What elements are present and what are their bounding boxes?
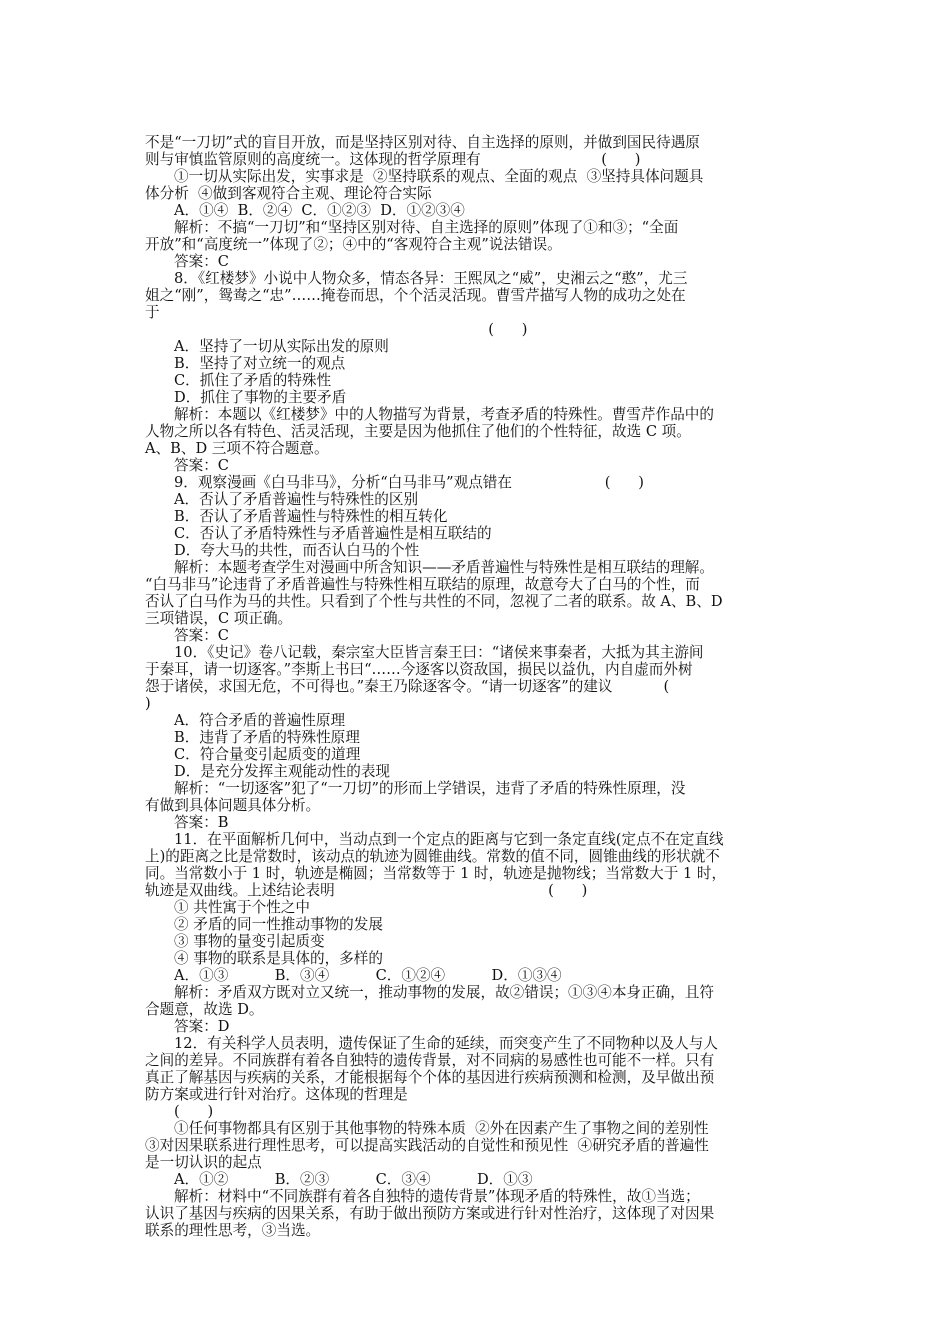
text-line: ② 矛盾的同一性推动事物的发展	[174, 916, 383, 933]
text-line: A．坚持了一切从实际出发的原则	[174, 338, 389, 355]
text-line: 不是“一刀切”式的盲目开放，而是坚持区别对待、自主选择的原则，并做到国民待遇原	[145, 134, 700, 151]
text-line: 三项错误，C 项正确。	[145, 610, 293, 627]
document-page	[145, 134, 810, 1239]
text-line: 体分析 ④做到客观符合主观、理论符合实际	[145, 185, 432, 202]
text-line: 人物之所以各有特色、活灵活现，主要是因为他抓住了他们的个性特征，故选 C 项。	[145, 423, 691, 440]
text-line: 联系的理性思考，③当选。	[145, 1222, 321, 1239]
text-line: 真正了解基因与疾病的关系，才能根据每个个体的基因进行疾病预测和检测，及早做出预	[145, 1069, 715, 1086]
text-line: 答案：C	[174, 627, 229, 644]
text-line: ①任何事物都具有区别于其他事物的特殊本质 ②外在因素产生了事物之间的差别性	[174, 1120, 709, 1137]
text-line: C．符合量变引起质变的道理	[174, 746, 361, 763]
text-line: C．否认了矛盾特殊性与矛盾普遍性是相互联结的	[174, 525, 492, 542]
text-line: 防方案或进行针对治疗。这体现的哲理是	[145, 1086, 408, 1103]
text-line: 答案：C	[174, 457, 229, 474]
text-line: A．否认了矛盾普遍性与特殊性的区别	[174, 491, 419, 508]
text-line: 答案：B	[174, 814, 229, 831]
text-line: “白马非马”论违背了矛盾普遍性与特殊性相互联结的原理，故意夸大了白马的个性，而	[145, 576, 700, 593]
text-line: 认识了基因与疾病的因果关系，有助于做出预防方案或进行针对性治疗，这体现了对因果	[145, 1205, 715, 1222]
text-line: 解析：不搞“一刀切”和“坚持区别对待、自主选择的原则”体现了①和③；“全面	[174, 219, 679, 236]
text-line: 9．观察漫画《白马非马》，分析“白马非马”观点错在 ( )	[174, 474, 644, 491]
text-line: 10．《史记》卷八记载，秦宗室大臣皆言秦王曰：“诸侯来事秦者，大抵为其主游间	[174, 644, 704, 661]
text-line: A．①④ B．②④ C．①②③ D．①②③④	[174, 202, 465, 219]
text-line: A．①③ B．③④ C．①②④ D．①③④	[174, 967, 562, 984]
text-line: 怨于诸侯，求国无危，不可得也。”秦王乃除逐客令。“请一切逐客”的建议 (	[145, 678, 670, 695]
text-line: ( )	[174, 1103, 214, 1120]
text-line: 8．《红楼梦》小说中人物众多，情态各异：王熙凤之“威”，史湘云之“憨”，尤三	[174, 270, 688, 287]
text-line: 是一切认识的起点	[145, 1154, 262, 1171]
text-line: 否认了白马作为马的共性。只看到了个性与共性的不同，忽视了二者的联系。故 A、B、D	[145, 593, 723, 610]
text-line: 解析：矛盾双方既对立又统一，推动事物的发展，故②错误；①③④本身正确，且符	[174, 984, 714, 1001]
text-line: A、B、D 三项不符合题意。	[145, 440, 329, 457]
text-line: 解析：本题以《红楼梦》中的人物描写为背景，考查矛盾的特殊性。曹雪芹作品中的	[174, 406, 714, 423]
text-line: B．违背了矛盾的特殊性原理	[174, 729, 360, 746]
text-line: 合题意，故选 D。	[145, 1001, 264, 1018]
text-line: 上)的距离之比是常数时，该动点的轨迹为圆锥曲线。常数的值不同，圆锥曲线的形状就不	[145, 848, 720, 865]
text-line: 同。当常数小于 1 时，轨迹是椭圆；当常数等于 1 时，轨迹是抛物线；当常数大于 1 时，	[145, 865, 727, 882]
text-line: D．抓住了事物的主要矛盾	[174, 389, 347, 406]
text-line: 轨迹是双曲线。上述结论表明 ( )	[145, 882, 588, 899]
text-line: B．否认了矛盾普遍性与特殊性的相互转化	[174, 508, 448, 525]
text-line: ④ 事物的联系是具体的，多样的	[174, 950, 383, 967]
text-line: 于秦耳，请一切逐客。”李斯上书曰“……今逐客以资敌国，损民以益仇，内自虚而外树	[145, 661, 693, 678]
text-line: C．抓住了矛盾的特殊性	[174, 372, 332, 389]
text-line: D．是充分发挥主观能动性的表现	[174, 763, 391, 780]
text-line: D．夸大马的共性，而否认白马的个性	[174, 542, 420, 559]
text-line: 12．有关科学人员表明，遗传保证了生命的延续，而突变产生了不同物种以及人与人	[174, 1035, 718, 1052]
text-line: ③ 事物的量变引起质变	[174, 933, 325, 950]
text-line: 11．在平面解析几何中，当动点到一个定点的距离与它到一条定直线(定点不在定直线	[174, 831, 724, 848]
text-line: 解析：材料中“不同族群有着各自独特的遗传背景”体现矛盾的特殊性，故①当选；	[174, 1188, 700, 1205]
text-line: 开放”和“高度统一”体现了②；④中的“客观符合主观”说法错误。	[145, 236, 562, 253]
text-line: )	[145, 695, 151, 712]
text-line: 解析：“一切逐客”犯了“一刀切”的形而上学错误，违背了矛盾的特殊性原理，没	[174, 780, 686, 797]
text-line: A．符合矛盾的普遍性原理	[174, 712, 346, 729]
text-line: 姐之“刚”，鸳鸯之“忠”……掩卷而思，个个活灵活现。曹雪芹描写人物的成功之处在	[145, 287, 686, 304]
text-line: ( )	[145, 321, 528, 338]
text-line: 于	[145, 304, 160, 321]
text-line: B．坚持了对立统一的观点	[174, 355, 346, 372]
text-line: ① 共性寓于个性之中	[174, 899, 310, 916]
text-line: ③对因果联系进行理性思考，可以提高实践活动的自觉性和预见性 ④研究矛盾的普遍性	[145, 1137, 709, 1154]
text-line: 有做到具体问题具体分析。	[145, 797, 321, 814]
text-line: 之间的差异。不同族群有着各自独特的遗传背景，对不同病的易感性也可能不一样。只有	[145, 1052, 715, 1069]
text-line: ①一切从实际出发，实事求是 ②坚持联系的观点、全面的观点 ③坚持具体问题具	[174, 168, 704, 185]
text-line: 答案：D	[174, 1018, 230, 1035]
text-line: A．①② B．②③ C．③④ D．①③	[174, 1171, 533, 1188]
text-line: 答案：C	[174, 253, 229, 270]
text-line: 则与审慎监管原则的高度统一。这体现的哲学原理有 ( )	[145, 151, 641, 168]
text-line: 解析：本题考查学生对漫画中所含知识——矛盾普遍性与特殊性是相互联结的理解。	[174, 559, 714, 576]
